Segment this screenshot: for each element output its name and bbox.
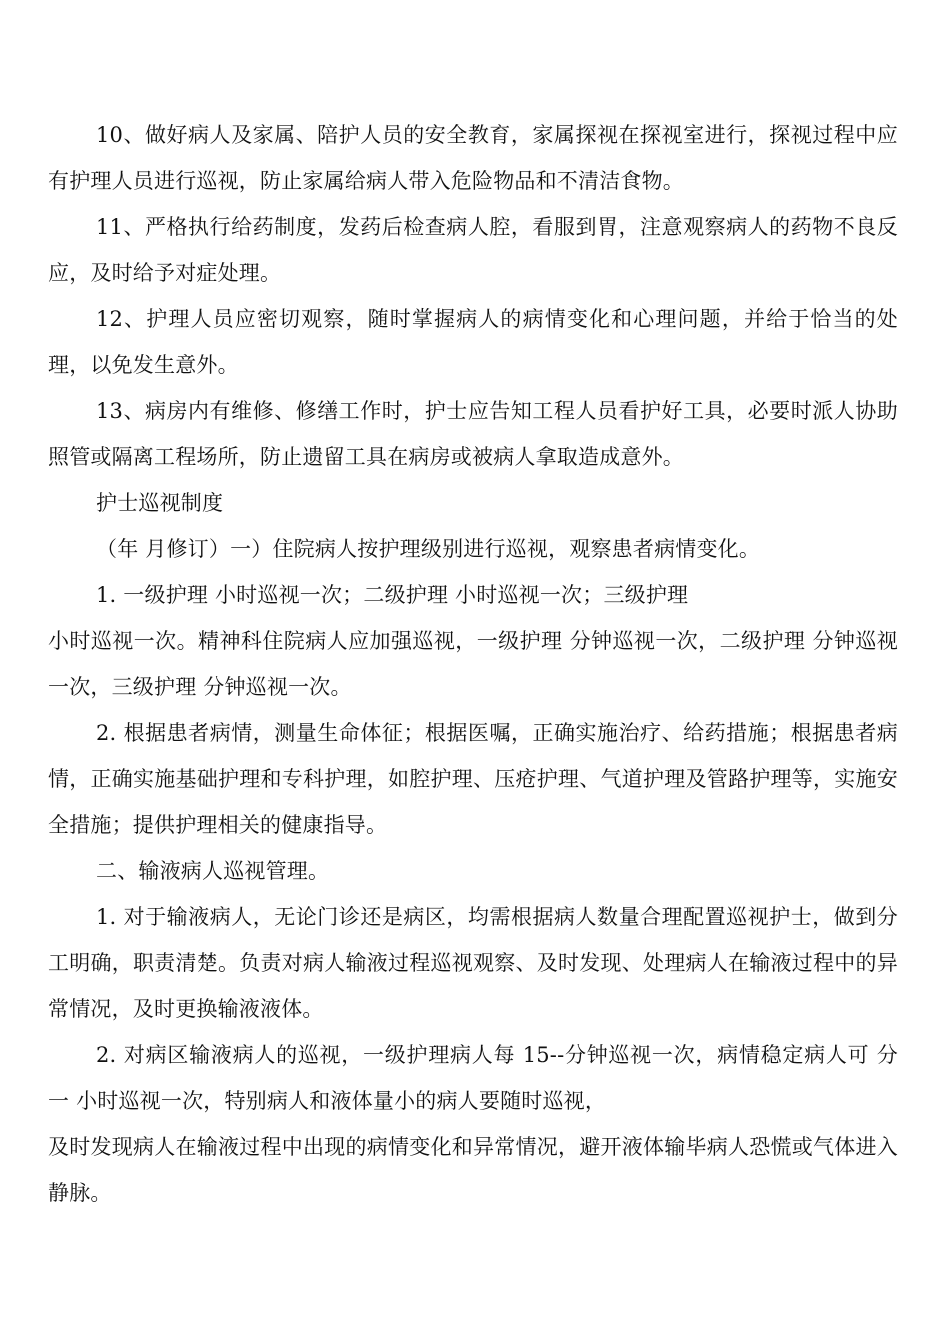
paragraph-infusion-2-cont: 及时发现病人在输液过程中出现的病情变化和异常情况，避开液体输毕病人恐慌或气体进入静脉。 (48, 1135, 898, 1205)
paragraph-infusion-2: 2. 对病区输液病人的巡视，一级护理病人每 15--分钟巡视一次，病情稳定病人可 分一 小时巡视一次，特别病人和液体量小的病人要随时巡视， (48, 1043, 898, 1113)
section-title-infusion: 二、输液病人巡视管理。 (96, 859, 330, 883)
document-body (48, 112, 898, 1216)
section-title-nurse-patrol: 护士巡视制度 (96, 491, 224, 515)
paragraph-13: 13、病房内有维修、修缮工作时，护士应告知工程人员看护好工具，必要时派人协助照管或隔离工程场所，防止遗留工具在病房或被病人拿取造成意外。 (48, 399, 898, 469)
paragraph-patrol-1-cont: 小时巡视一次。精神科住院病人应加强巡视，一级护理 分钟巡视一次，二级护理 分钟巡视一次，三级护理 分钟巡视一次。 (48, 629, 898, 699)
paragraph-infusion-1: 1. 对于输液病人，无论门诊还是病区，均需根据病人数量合理配置巡视护士，做到分工明确，职责清楚。负责对病人输液过程巡视观察、及时发现、处理病人在输液过程中的异常情况，及时更换输液液体。 (48, 905, 898, 1021)
paragraph-11: 11、严格执行给药制度，发药后检查病人腔，看服到胃，注意观察病人的药物不良反应，及时给予对症处理。 (48, 215, 898, 285)
paragraph-10: 10、做好病人及家属、陪护人员的安全教育，家属探视在探视室进行，探视过程中应有护理人员进行巡视，防止家属给病人带入危险物品和不清洁食物。 (48, 123, 898, 193)
paragraph-patrol-1-start: 1. 一级护理 小时巡视一次；二级护理 小时巡视一次；三级护理 (96, 583, 689, 607)
paragraph-12: 12、护理人员应密切观察，随时掌握病人的病情变化和心理问题，并给于恰当的处理，以免发生意外。 (48, 307, 898, 377)
paragraph-patrol-2: 2. 根据患者病情，测量生命体征；根据医嘱，正确实施治疗、给药措施；根据患者病情，正确实施基础护理和专科护理，如腔护理、压疮护理、气道护理及管路护理等，实施安全措施；提供护理相关的健康指导。 (48, 721, 898, 837)
paragraph-patrol-intro: （年 月修订）一）住院病人按护理级别进行巡视，观察患者病情变化。 (96, 537, 761, 561)
